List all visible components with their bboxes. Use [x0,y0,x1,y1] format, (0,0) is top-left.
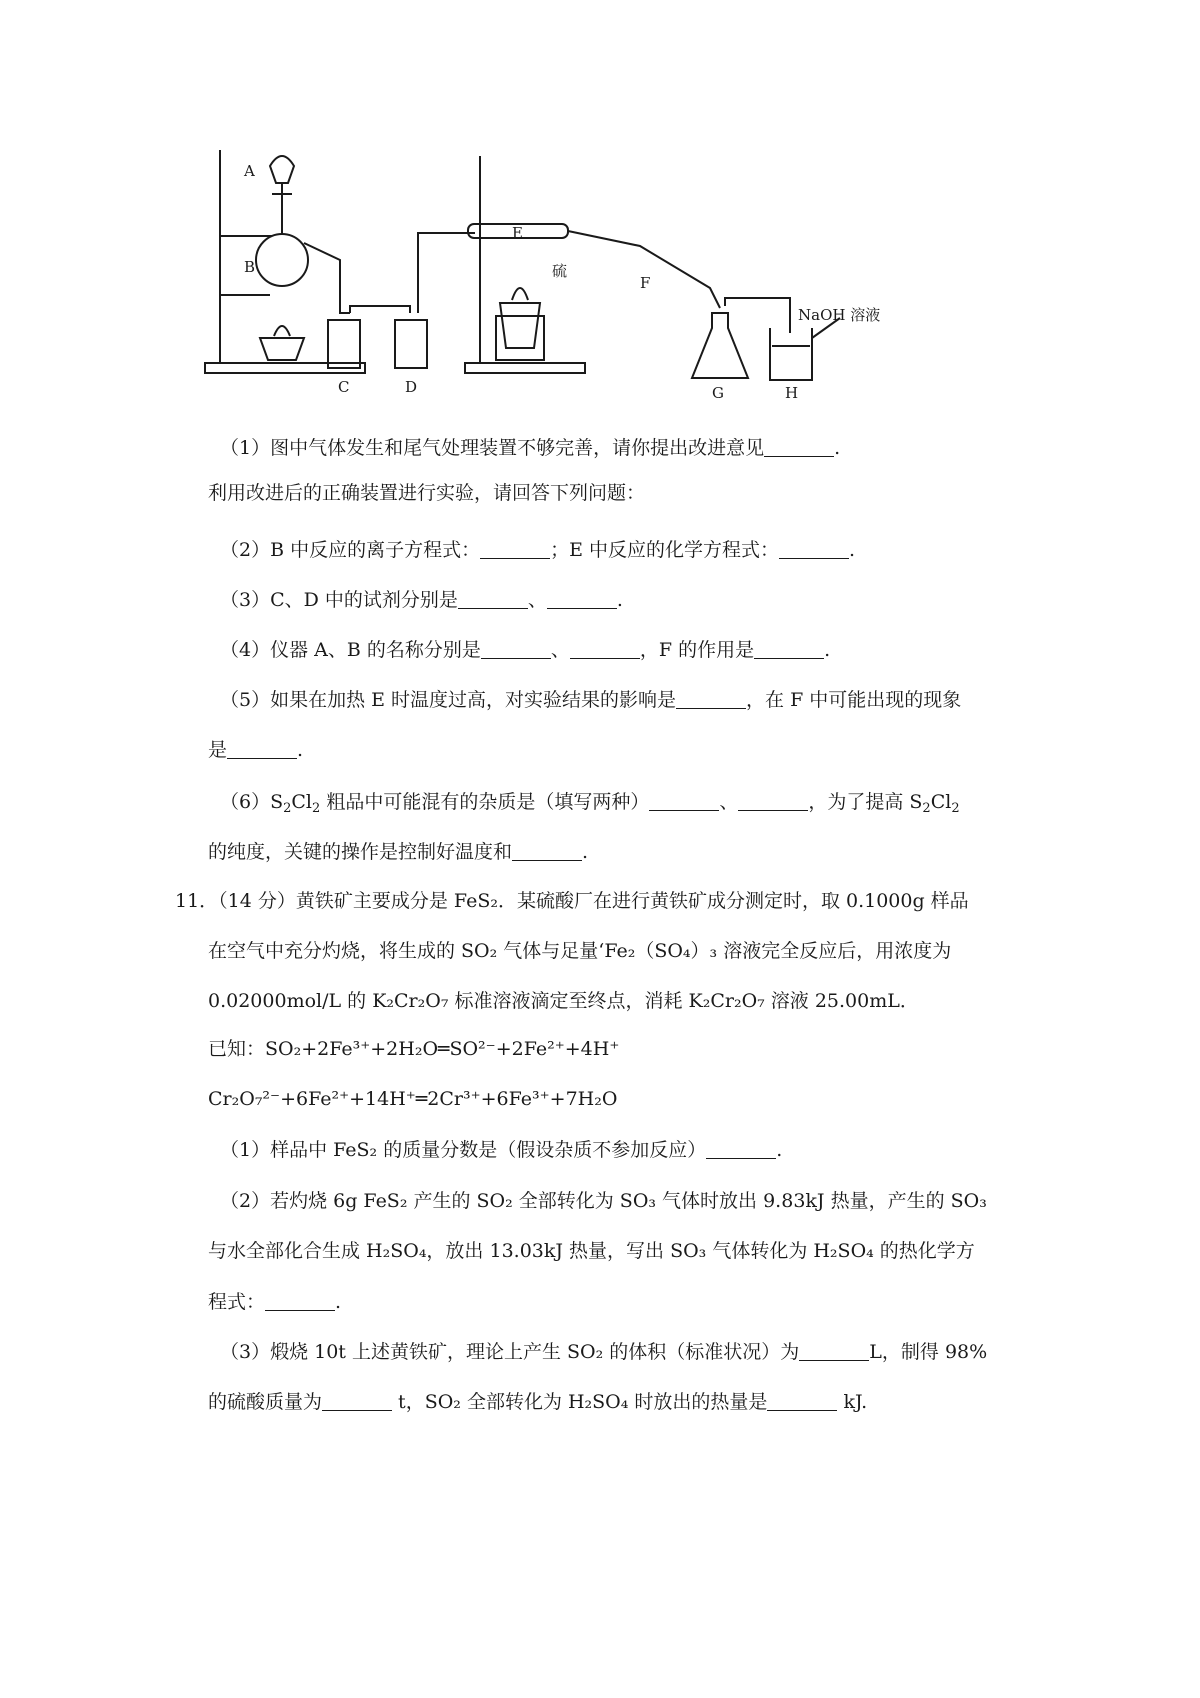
burner-1 [260,338,304,360]
answer-blank[interactable] [547,590,617,609]
label-G: G [712,384,724,402]
q10-part4: （4）仪器 A、B 的名称分别是 、 ，F 的作用是 . [220,639,831,661]
answer-blank[interactable] [779,540,849,559]
answer-blank[interactable] [512,842,582,861]
q11-line3: 0.02000mol/L 的 K₂Cr₂O₇ 标准溶液滴定至终点，消耗 K₂Cr₂O₇ 溶液 25.00mL． [208,990,919,1012]
label-F: F [640,274,651,292]
label-H: H [785,384,799,402]
q11-line1: 11．（14 分）黄铁矿主要成分是 FeS₂．某硫酸厂在进行黄铁矿成分测定时，取 0.1000g 样品 [175,890,969,912]
stand-base-2 [465,363,585,373]
label-naoh: NaOH 溶液 [798,306,881,324]
label-D: D [405,378,418,396]
answer-blank[interactable] [227,740,297,759]
answer-blank[interactable] [458,590,528,609]
beaker-H [770,328,812,380]
flask-B [256,234,308,286]
q11-sub1: （1）样品中 FeS₂ 的质量分数是（假设杂质不参加反应） . [220,1139,783,1161]
answer-blank[interactable] [754,640,824,659]
q11-sub3: （3）煅烧 10t 上述黄铁矿，理论上产生 SO₂ 的体积（标准状况）为 L，制得 98% [220,1341,988,1363]
q10-part1: （1）图中气体发生和尾气处理装置不够完善，请你提出改进意见 . [220,437,841,459]
q11-sub3-cont: 的硫酸质量为 t，SO₂ 全部转化为 H₂SO₄ 时放出的热量是 kJ. [208,1391,868,1413]
answer-blank[interactable] [265,1292,335,1311]
answer-blank[interactable] [799,1342,869,1361]
q10-intro: 利用改进后的正确装置进行实验，请回答下列问题： [208,482,646,504]
answer-blank[interactable] [322,1392,392,1411]
label-sulfur: 硫 [552,262,568,280]
q10-part3: （3）C、D 中的试剂分别是 、 . [220,589,623,611]
q11-sub2: （2）若灼烧 6g FeS₂ 产生的 SO₂ 全部转化为 SO₃ 气体时放出 9.83kJ 热量，产生的 SO₃ [220,1190,987,1212]
apparatus-diagram [200,148,960,428]
q10-part5-cont: 是 . [208,739,304,761]
answer-blank[interactable] [676,690,746,709]
answer-blank[interactable] [764,438,834,457]
answer-blank[interactable] [738,792,808,811]
q10-part6-cont: 的纯度，关键的操作是控制好温度和 . [208,841,589,863]
q11-sub2-cont: 与水全部化合生成 H₂SO₄，放出 13.03kJ 热量，写出 SO₃ 气体转化为 H₂SO₄ 的热化学方 [208,1240,975,1262]
label-E: E [512,224,523,242]
tube-F [568,231,720,308]
answer-blank[interactable] [480,540,550,559]
label-A: A [244,162,255,180]
answer-blank[interactable] [706,1140,776,1159]
q10-part6: $(6)S_2Cl_2$ 粗品中可能混有的杂质是（填写两种） 、 ，为了提高 $S_2Cl_2$ [220,791,960,816]
funnel-A [270,156,294,183]
answer-blank[interactable] [649,792,719,811]
answer-blank[interactable] [570,640,640,659]
label-C: C [338,378,350,396]
q11-sub2-end: 程式： . [208,1291,342,1313]
bottle-C [328,320,360,368]
q11-equation2: Cr₂O₇²⁻+6Fe²⁺+14H⁺═2Cr³⁺+6Fe³⁺+7H₂O [208,1088,618,1110]
burner-2 [500,303,540,348]
flask-G [692,313,748,378]
q10-part5: （5）如果在加热 E 时温度过高，对实验结果的影响是 ，在 F 中可能出现的现象 [220,689,962,711]
bottle-D [395,320,427,368]
answer-blank[interactable] [481,640,551,659]
answer-blank[interactable] [767,1392,837,1411]
q11-line2: 在空气中充分灼烧，将生成的 SO₂ 气体与足量‘Fe₂（SO₄）₃ 溶液完全反应后，用浓度为 [208,940,952,962]
label-B: B [244,258,256,276]
q11-equation1: 已知：SO₂+2Fe³⁺+2H₂O═SO²⁻+2Fe²⁺+4H⁺ [208,1038,620,1060]
q10-part2: （2）B 中反应的离子方程式： ；E 中反应的化学方程式： . [220,539,856,561]
